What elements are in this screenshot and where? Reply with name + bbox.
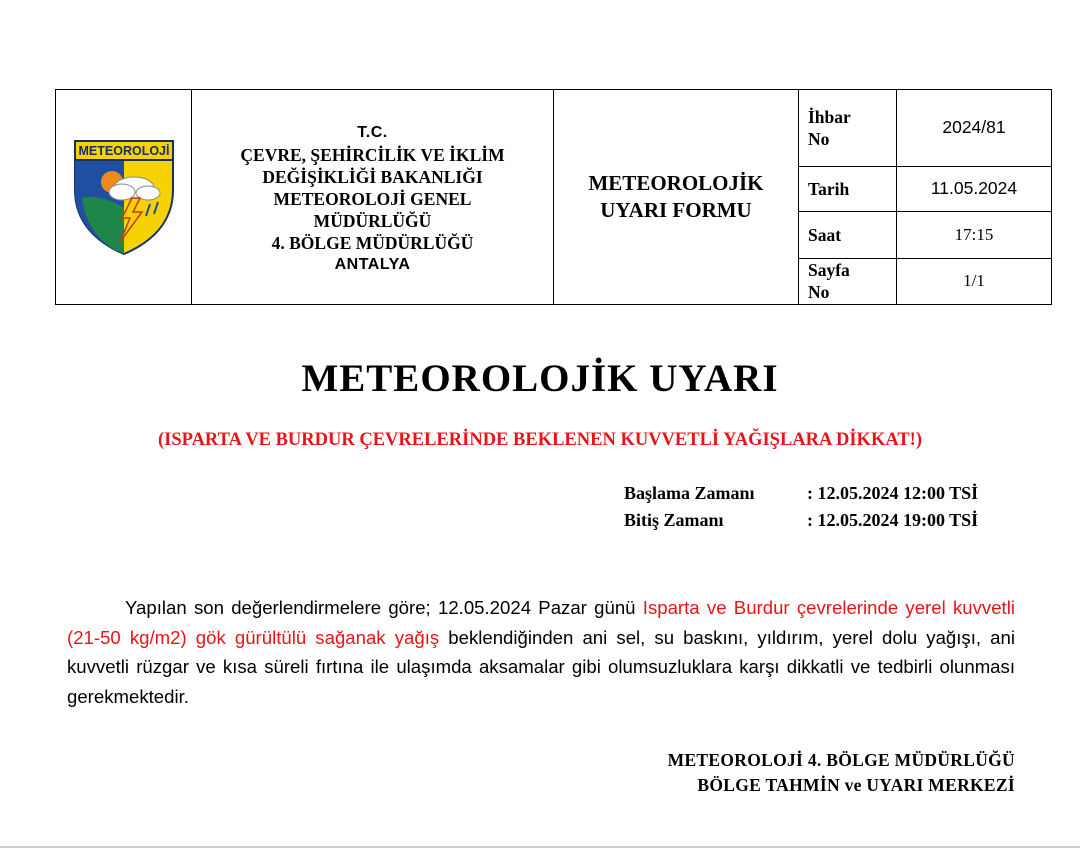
body-part1: Yapılan son değerlendirmelere göre; 12.05.2024 Pazar günü [125, 597, 643, 618]
meteorology-shield-logo-icon [72, 138, 176, 256]
ihbar-label-line2: No [808, 128, 830, 149]
body-part2: beklendiğinden ani sel, su baskını, yıldırım, yerel dolu yağışı, ani kuvvetli rüzgar ve kısa süreli fırtına ile ulaşımda aksamalar gibi olumsuzluklara karşı dikkatli ve tedbirli olunması gerekmektedir. [67, 626, 1015, 707]
ihbar-value: 2024/81 [897, 90, 1052, 167]
sayfa-value: 1/1 [897, 258, 1052, 304]
sayfa-label-line1: Sayfa [808, 260, 850, 281]
end-time-label: Bitiş Zamanı [624, 510, 724, 530]
warning-subtitle: (ISPARTA VE BURDUR ÇEVRELERİNDE BEKLENEN KUVVETLİ YAĞIŞLARA DİKKAT!) [158, 430, 922, 450]
form-title-cell [554, 90, 799, 305]
end-time-row [624, 507, 978, 534]
sayfa-label-line2: No [808, 282, 830, 303]
page-title: METEOROLOJİK UYARI [301, 357, 779, 400]
ihbar-label-line1: İhbar [808, 106, 851, 127]
office-cell [192, 90, 554, 305]
office-line-ministry-2: DEĞİŞİKLİĞİ BAKANLIĞI [262, 167, 483, 187]
ihbar-label [799, 90, 897, 167]
logo-text: METEOROLOJİ [78, 144, 169, 158]
logo-cell [56, 90, 192, 305]
start-time-row [624, 480, 978, 507]
office-line-directorate-1: METEOROLOJİ GENEL [273, 189, 472, 209]
office-line-regional: 4. BÖLGE MÜDÜRLÜĞÜ [271, 233, 474, 253]
start-time-value: : 12.05.2024 12:00 TSİ [807, 483, 979, 503]
end-time-value: : 12.05.2024 19:00 TSİ [807, 510, 979, 530]
time-block [624, 480, 978, 534]
header-table [55, 89, 1052, 305]
page-divider [0, 846, 1080, 848]
sayfa-label [799, 258, 897, 304]
signature-block [668, 748, 1015, 798]
signature-line1: METEOROLOJİ 4. BÖLGE MÜDÜRLÜĞÜ [667, 750, 1015, 770]
body-highlight: Isparta ve Burdur çevrelerinde yerel kuvvetli (21-50 kg/m2) gök gürültülü sağanak yağış [67, 597, 1015, 648]
start-time-label: Başlama Zamanı [624, 483, 755, 503]
form-title-line2: UYARI FORMU [600, 198, 752, 222]
office-line-ministry-1: ÇEVRE, ŞEHİRCİLİK VE İKLİM [240, 145, 505, 165]
tarih-label: Tarih [799, 166, 897, 211]
saat-value: 17:15 [897, 212, 1052, 258]
saat-label: Saat [799, 212, 897, 258]
signature-line2: BÖLGE TAHMİN ve UYARI MERKEZİ [697, 775, 1015, 795]
office-line-tc: T.C. [357, 124, 388, 141]
form-title-line1: METEOROLOJİK [588, 171, 764, 195]
office-line-directorate-2: MÜDÜRLÜĞÜ [313, 211, 432, 231]
office-line-city: ANTALYA [334, 256, 411, 273]
warning-body [67, 593, 1015, 711]
tarih-value: 11.05.2024 [897, 166, 1052, 211]
